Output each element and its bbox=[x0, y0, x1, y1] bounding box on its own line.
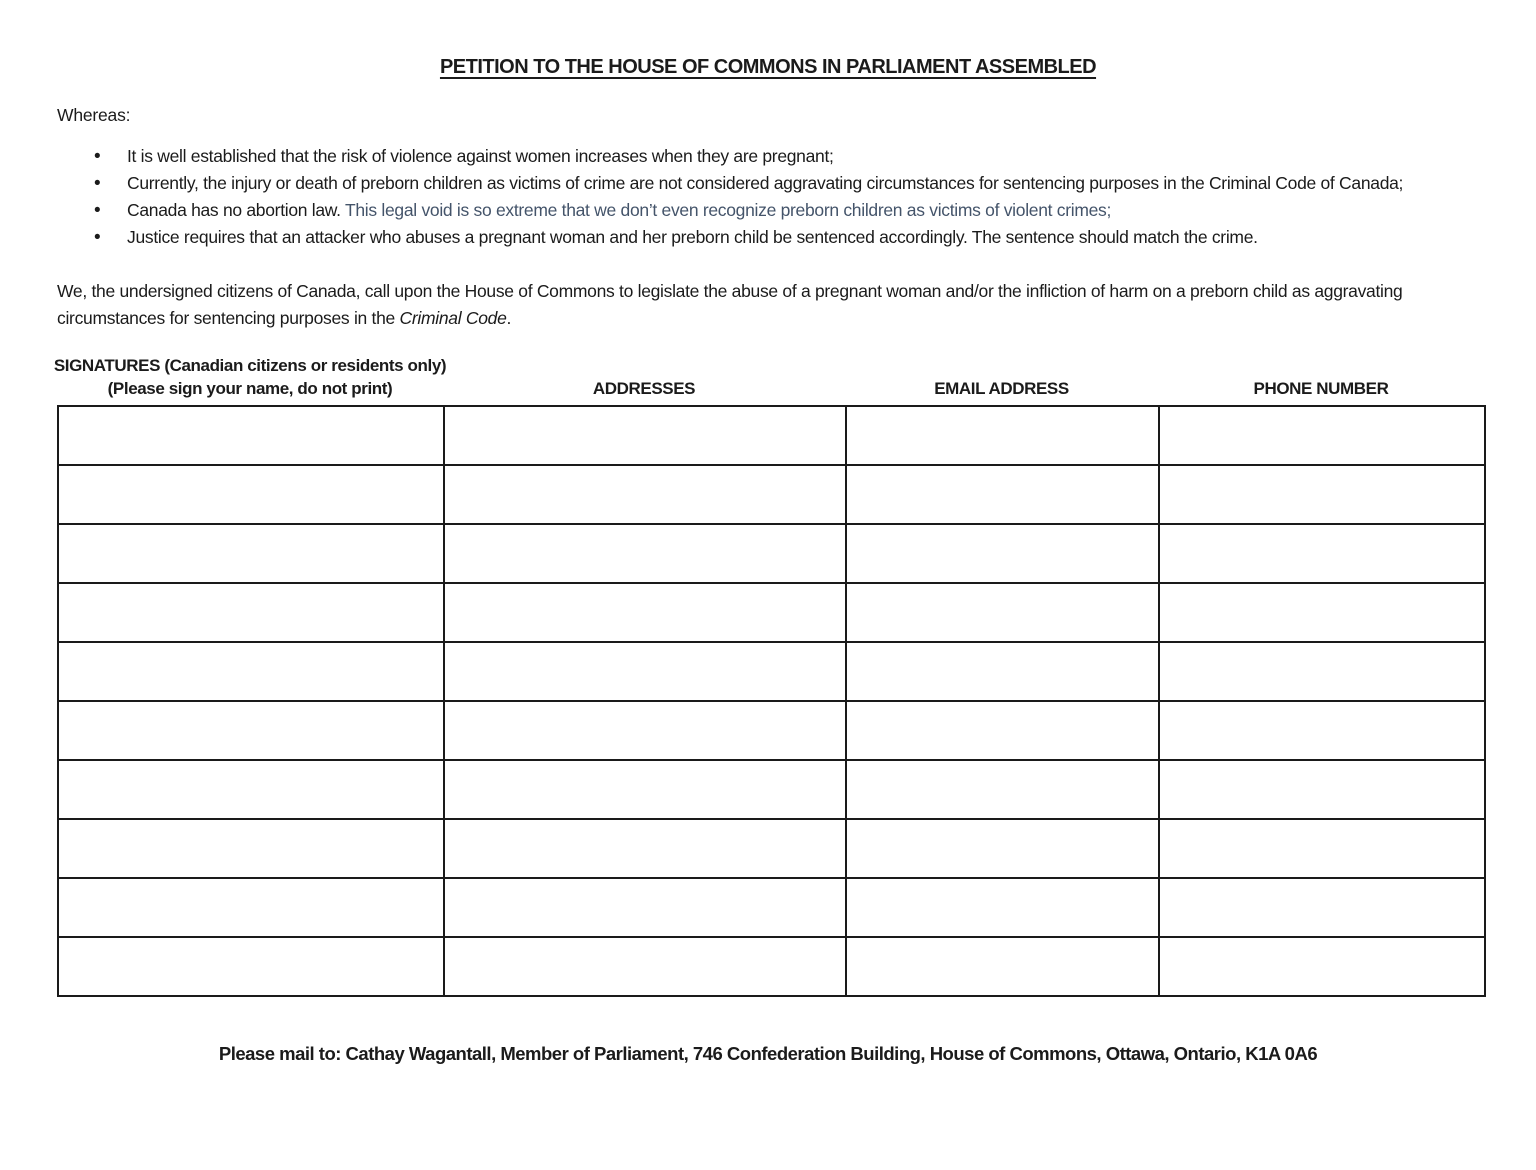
petition-clause bbox=[57, 278, 1487, 332]
signature-cell bbox=[846, 642, 1159, 701]
signature-cell bbox=[444, 524, 846, 583]
bullet-item bbox=[127, 197, 1484, 224]
signature-cell bbox=[1159, 937, 1485, 996]
signature-row bbox=[58, 878, 1485, 937]
bullet-item bbox=[127, 224, 1484, 251]
column-header-addresses: ADDRESSES bbox=[592, 379, 696, 398]
signature-row bbox=[58, 406, 1485, 465]
signature-cell bbox=[846, 583, 1159, 642]
signature-cell bbox=[444, 642, 846, 701]
signature-table bbox=[57, 405, 1486, 997]
page-title: PETITION TO THE HOUSE OF COMMONS IN PARLIAMENT ASSEMBLED bbox=[439, 56, 1097, 78]
bullet-text: Currently, the injury or death of preborn children as victims of crime are not considered aggravating circumstances for sentencing purposes in the Criminal Code of Canada; bbox=[127, 173, 1404, 193]
signature-row bbox=[58, 524, 1485, 583]
signature-cell bbox=[1159, 701, 1485, 760]
clause-italic-text: Criminal Code bbox=[399, 308, 507, 328]
signature-row bbox=[58, 819, 1485, 878]
clause-text: We, the undersigned citizens of Canada, call upon the House of Commons to legislate the abuse of a pregnant woman and/or the infliction of harm on a preborn child as aggravating circumstances for sentencing purposes in the bbox=[57, 281, 1403, 328]
signature-cell bbox=[58, 642, 444, 701]
signature-cell bbox=[1159, 524, 1485, 583]
signature-cell bbox=[846, 760, 1159, 819]
signature-cell bbox=[58, 819, 444, 878]
signatures-header-text: SIGNATURES (Canadian citizens or residents only) bbox=[53, 356, 447, 375]
signatures-subheader-text: (Please sign your name, do not print) bbox=[107, 379, 393, 398]
whereas-bullet-list bbox=[57, 143, 1484, 251]
signature-cell bbox=[58, 937, 444, 996]
signature-cell bbox=[1159, 465, 1485, 524]
signature-cell bbox=[846, 937, 1159, 996]
clause-period: . bbox=[506, 308, 512, 328]
signature-cell bbox=[1159, 878, 1485, 937]
signature-cell bbox=[444, 465, 846, 524]
signature-cell bbox=[846, 524, 1159, 583]
signature-cell bbox=[58, 524, 444, 583]
signature-cell bbox=[58, 583, 444, 642]
signature-cell bbox=[846, 465, 1159, 524]
signature-cell bbox=[444, 819, 846, 878]
signature-cell bbox=[58, 701, 444, 760]
bullet-item bbox=[127, 143, 1484, 170]
column-header-phone: PHONE NUMBER bbox=[1253, 379, 1389, 398]
signature-row bbox=[58, 465, 1485, 524]
signature-cell bbox=[1159, 819, 1485, 878]
mailing-instruction: Please mail to: Cathay Wagantall, Member of Parliament, 746 Confederation Building, House of Commons, Ottawa, Ontario, K1A 0A6 bbox=[218, 1043, 1318, 1064]
signature-cell bbox=[846, 701, 1159, 760]
signature-table-body bbox=[58, 406, 1485, 996]
bullet-text: It is well established that the risk of violence against women increases when they are pregnant; bbox=[127, 146, 834, 166]
signature-cell bbox=[846, 878, 1159, 937]
signature-row bbox=[58, 760, 1485, 819]
column-header-email: EMAIL ADDRESS bbox=[934, 379, 1069, 398]
signature-cell bbox=[444, 583, 846, 642]
signature-row bbox=[58, 937, 1485, 996]
signature-cell bbox=[444, 406, 846, 465]
signature-cell bbox=[846, 819, 1159, 878]
column-header-signatures bbox=[53, 354, 447, 405]
bullet-text: Canada has no abortion law. bbox=[127, 200, 345, 220]
signature-cell bbox=[444, 878, 846, 937]
bullet-text-accent: This legal void is so extreme that we don’t even recognize preborn children as victims of violent crimes; bbox=[344, 200, 1112, 220]
signature-cell bbox=[58, 878, 444, 937]
signature-cell bbox=[58, 406, 444, 465]
signature-cell bbox=[1159, 642, 1485, 701]
signature-cell bbox=[444, 760, 846, 819]
signature-cell bbox=[444, 701, 846, 760]
signature-row bbox=[58, 583, 1485, 642]
table-header-row bbox=[53, 354, 1484, 405]
signature-row bbox=[58, 701, 1485, 760]
bullet-item bbox=[127, 170, 1484, 197]
whereas-label: Whereas: bbox=[57, 105, 131, 125]
bullet-text: Justice requires that an attacker who abuses a pregnant woman and her preborn child be sentenced accordingly. The sentence should match the crime. bbox=[127, 227, 1258, 247]
signature-cell bbox=[444, 937, 846, 996]
signature-cell bbox=[1159, 583, 1485, 642]
signature-cell bbox=[1159, 760, 1485, 819]
signature-cell bbox=[58, 465, 444, 524]
signature-cell bbox=[58, 760, 444, 819]
signature-cell bbox=[846, 406, 1159, 465]
signature-cell bbox=[1159, 406, 1485, 465]
signature-row bbox=[58, 642, 1485, 701]
